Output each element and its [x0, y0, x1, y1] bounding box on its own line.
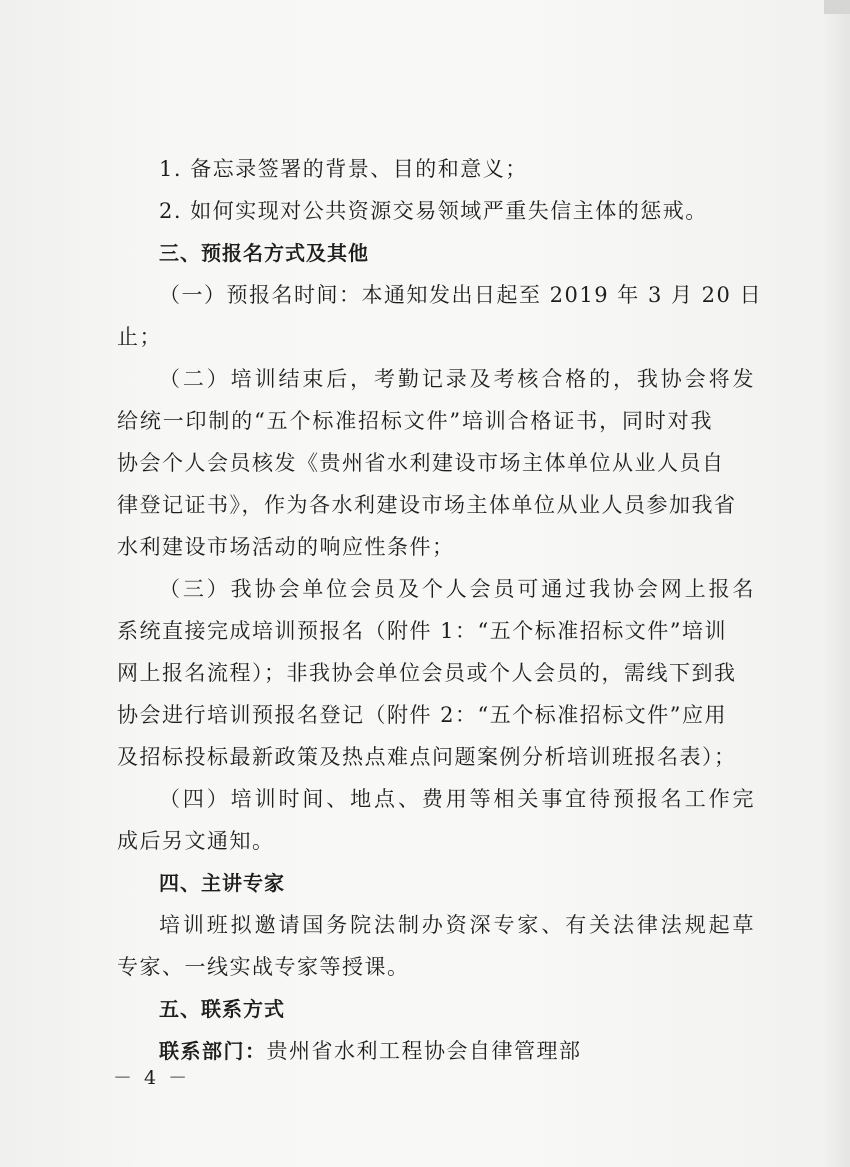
page-number: － 4 －	[113, 1067, 191, 1089]
contact-department-value: 贵州省水利工程协会自律管理部	[266, 1039, 582, 1063]
paragraph-training-details-line-2: 成后另文通知。	[117, 829, 275, 853]
paragraph-registration-time: （一）预报名时间：本通知发出日起至 2019 年 3 月 20 日	[159, 283, 763, 307]
section-heading-contact: 五、联系方式	[159, 997, 285, 1021]
paragraph-registration-time-end: 止；	[117, 325, 162, 349]
page-edge-shadow	[822, 0, 850, 1167]
paragraph-lecturers-line-1: 培训班拟邀请国务院法制办资深专家、有关法律法规起草	[159, 913, 755, 937]
document-body	[117, 148, 763, 1072]
list-item-punishment: 2. 如何实现对公共资源交易领域严重失信主体的惩戒。	[159, 199, 708, 223]
paragraph-online-registration-line-1: （三）我协会单位会员及个人会员可通过我协会网上报名	[159, 577, 755, 601]
paragraph-online-registration-line-4: 协会进行培训预报名登记（附件 2：“五个标准招标文件”应用	[117, 703, 728, 727]
paragraph-online-registration-line-5: 及招标投标最新政策及热点难点问题案例分析培训班报名表）；	[117, 745, 737, 769]
paragraph-training-details-line-1: （四）培训时间、地点、费用等相关事宜待预报名工作完	[159, 787, 755, 811]
contact-department-label: 联系部门：	[159, 1039, 267, 1063]
scan-corner-mark	[824, 0, 850, 14]
paragraph-certificate-line-2: 给统一印制的“五个标准招标文件”培训合格证书，同时对我	[117, 409, 713, 433]
contact-department-row	[117, 1030, 717, 1072]
paragraph-certificate-line-4: 律登记证书》，作为各水利建设市场主体单位从业人员参加我省	[117, 493, 737, 517]
section-heading-pre-registration: 三、预报名方式及其他	[159, 241, 369, 265]
paragraph-online-registration-line-3: 网上报名流程）；非我协会单位会员或个人会员的，需线下到我	[117, 661, 737, 685]
paragraph-online-registration-line-2: 系统直接完成培训预报名（附件 1：“五个标准招标文件”培训	[117, 619, 728, 643]
paragraph-certificate-line-1: （二）培训结束后，考勤记录及考核合格的，我协会将发	[159, 367, 755, 391]
paragraph-lecturers-line-2: 专家、一线实战专家等授课。	[117, 955, 410, 979]
paragraph-certificate-line-5: 水利建设市场活动的响应性条件；	[117, 535, 455, 559]
paragraph-certificate-line-3: 协会个人会员核发《贵州省水利建设市场主体单位从业人员自	[117, 451, 725, 475]
list-item-background: 1. 备忘录签署的背景、目的和意义；	[159, 157, 528, 181]
section-heading-lecturers: 四、主讲专家	[159, 871, 285, 895]
